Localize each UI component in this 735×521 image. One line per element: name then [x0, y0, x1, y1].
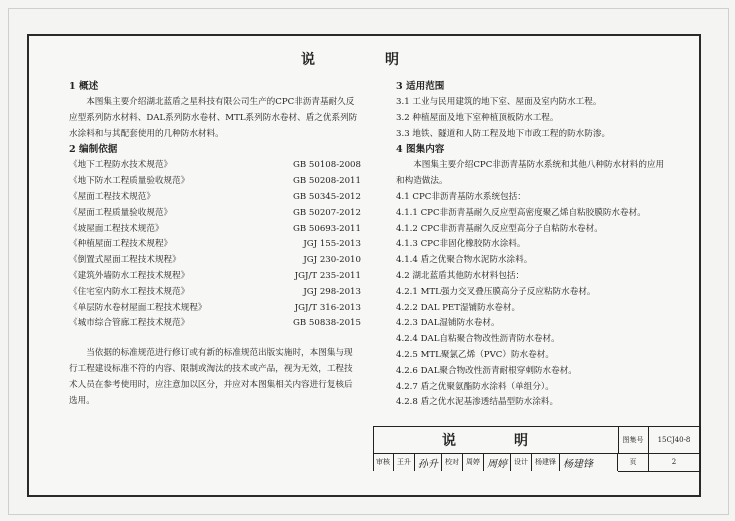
check-label: 校对 [445, 458, 459, 466]
spec-name: 《屋面工程质量验收规范》 [69, 207, 173, 218]
contents-item: 4.2.5 MTL聚氯乙烯（PVC）防水卷材。 [396, 349, 554, 360]
design-label: 设计 [514, 458, 528, 466]
review-label: 审核 [376, 458, 390, 466]
spec-row [69, 174, 361, 190]
basis-heading: 2 编制依据 [69, 144, 118, 156]
spec-code: GB 50208-2011 [292, 176, 361, 187]
spec-row [69, 316, 361, 332]
contents-item: 4.1.1 CPC非沥青基耐久反应型高密度聚乙烯自粘胶膜防水卷材。 [396, 207, 646, 218]
spec-code: GB 50693-2011 [292, 223, 361, 234]
reviewer-name: 王升 [397, 458, 411, 466]
left-column [69, 79, 361, 409]
reviewer-signature: 孙升 [418, 458, 438, 470]
checker-name: 周婷 [466, 458, 480, 466]
page-title: 说 明 [301, 52, 427, 68]
atlas-label: 图集号 [618, 427, 649, 454]
spec-list [69, 158, 361, 332]
title-block-title: 说 明 [374, 427, 619, 454]
spec-name: 《城市综合管廊工程技术规范》 [69, 318, 190, 329]
page-label: 页 [618, 453, 649, 472]
spec-name: 《屋面工程技术规范》 [69, 191, 155, 202]
signature-row [374, 453, 618, 471]
contents-item: 4.2.8 盾之优水泥基渗透结晶型防水涂料。 [396, 397, 559, 408]
contents-item: 4.1 CPC非沥青基防水系统包括： [396, 191, 526, 202]
contents-intro: 本图集主要介绍CPC非沥青基防水系统和其他八种防水材料的应用和构造做法。 [396, 160, 665, 187]
spec-code: JGJ 155-2013 [303, 239, 361, 250]
contents-item: 4.2.4 DAL自粘聚合物改性沥青防水卷材。 [396, 334, 560, 345]
designer-name: 杨建锋 [535, 458, 556, 466]
contents-item: 4.2.6 DAL聚合物改性沥青耐根穿刺防水卷材。 [396, 365, 577, 376]
page-number: 2 [648, 453, 701, 472]
contents-item: 4.2.3 DAL湿铺防水卷材。 [396, 318, 500, 329]
overview-heading: 1 概述 [69, 81, 99, 92]
spec-name: 《坡屋面工程技术规范》 [69, 223, 164, 234]
title-block [373, 426, 700, 471]
contents-heading: 4 图集内容 [396, 144, 445, 156]
spec-name: 《地下工程防水技术规范》 [69, 160, 173, 171]
spec-row [69, 190, 361, 206]
spec-code: GB 50345-2012 [292, 191, 361, 202]
spec-code: JGJ/T 316-2013 [294, 302, 361, 313]
contents-item: 4.2 湖北蓝盾其他防水材料包括： [396, 270, 525, 281]
designer-signature: 杨建锋 [563, 458, 593, 470]
spec-code: GB 50838-2015 [292, 318, 361, 329]
overview-body: 本图集主要介绍湖北蓝盾之星科技有限公司生产的CPC非沥青基耐久反应型系列防水材料、DAL系列防水卷材、MTL系列防水卷材、盾之优系列防水涂料和与其配套使用的几种防水材料。 [69, 97, 358, 139]
spec-code: JGJ 230-2010 [303, 255, 361, 266]
spec-code: JGJ 298-2013 [303, 286, 361, 297]
spec-row [69, 285, 361, 301]
spec-row [69, 222, 361, 238]
scope-item: 3.1 工业与民用建筑的地下室、屋面及室内防水工程。 [396, 97, 602, 107]
spec-row [69, 301, 361, 317]
basis-note: 当依据的标准规范进行修订或有新的标准规范出版实施时，本图集与现行工程建设标准不符的内容、限制或淘汰的技术或产品，视为无效，工程技术人员在参考使用时，应注意加以区分，并应对本图集相关内容进行复核后选用。 [69, 348, 353, 406]
spec-code: GB 50207-2012 [292, 207, 361, 218]
spec-name: 《单层防水卷材屋面工程技术规程》 [69, 302, 207, 313]
contents-item: 4.2.2 DAL PET湿铺防水卷材。 [396, 302, 521, 313]
spec-code: GB 50108-2008 [292, 160, 361, 171]
spec-row [69, 269, 361, 285]
atlas-number: 15CJ40-8 [648, 427, 701, 454]
scope-item: 3.2 种植屋面及地下室种植顶板防水工程。 [396, 112, 559, 123]
scope-heading: 3 适用范围 [396, 81, 445, 92]
spec-row [69, 237, 361, 253]
contents-item: 4.2.1 MTL强力交叉叠压膜高分子反应粘防水卷材。 [396, 286, 596, 297]
spec-row [69, 206, 361, 222]
contents-item: 4.2.7 盾之优聚氨酯防水涂料（单组分）。 [396, 381, 554, 392]
checker-signature: 周婷 [487, 458, 507, 470]
spec-name: 《地下防水工程质量验收规范》 [69, 176, 190, 187]
contents-item: 4.1.4 盾之优聚合物水泥防水涂料。 [396, 255, 533, 266]
spec-row [69, 253, 361, 269]
contents-item: 4.1.2 CPC非沥青基耐久反应型高分子自粘防水卷材。 [396, 223, 603, 234]
scope-item: 3.3 地铁、隧道和人防工程及地下市政工程的防水防渗。 [396, 128, 611, 139]
spec-name: 《种植屋面工程技术规程》 [69, 239, 173, 250]
spec-name: 《倒置式屋面工程技术规程》 [69, 255, 181, 266]
spec-name: 《住宅室内防水工程技术规范》 [69, 286, 190, 297]
spec-name: 《建筑外墙防水工程技术规程》 [69, 270, 190, 281]
spec-row [69, 158, 361, 174]
contents-item: 4.1.3 CPC非固化橡胶防水涂料。 [396, 239, 526, 250]
spec-code: JGJ/T 235-2011 [294, 270, 361, 281]
right-column [396, 79, 666, 411]
drawing-sheet [27, 34, 701, 497]
